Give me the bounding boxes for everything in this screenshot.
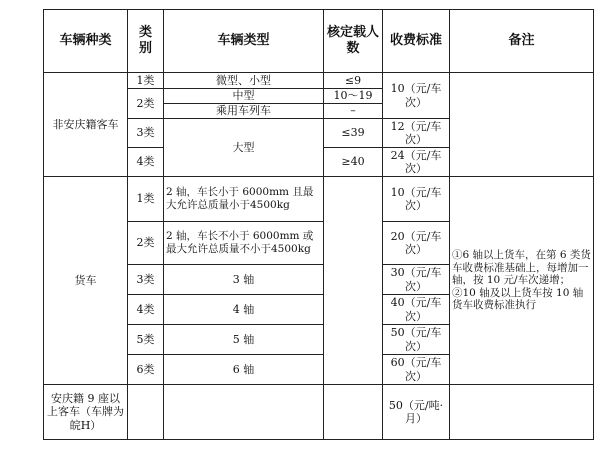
seats-cell: [324, 385, 383, 440]
fee-cell: 24（元/车次）: [383, 148, 450, 177]
truck-seats-cell: [324, 177, 383, 385]
vehicle-type-cell: [164, 385, 324, 440]
category-cell: [128, 385, 164, 440]
fee-cell: 12（元/车次）: [383, 119, 450, 148]
category-cell: 4类: [128, 295, 164, 325]
vehicle-type-cell: 2 轴，车长不小于 6000mm 或最大允许总质量不小于4500kg: [164, 222, 324, 265]
truck-remark-cell: ①6 轴以上货车，在第 6 类货车收费标准基础上，每增加一轴，按 10 元/车次递增； ②10 轴及以上货车按 10 轴货车收费标准执行: [450, 177, 594, 385]
category-cell: 1类: [128, 177, 164, 222]
category-cell: 5类: [128, 325, 164, 355]
header-vehicle-type: 车辆类型: [164, 10, 324, 73]
fee-cell: 40（元/车次）: [383, 295, 450, 325]
fee-cell: 50（元/车次）: [383, 325, 450, 355]
seats-cell: –: [324, 104, 383, 119]
category-cell: 1类: [128, 73, 164, 89]
vehicle-type-cell: 4 轴: [164, 295, 324, 325]
truck-kind-cell: 货车: [44, 177, 128, 385]
header-vehicle-kind: 车辆种类: [44, 10, 128, 73]
fee-cell: 20（元/车次）: [383, 222, 450, 265]
category-cell: 6类: [128, 355, 164, 385]
table-row: [44, 177, 594, 222]
category-cell: 3类: [128, 119, 164, 148]
table-row: [44, 73, 594, 89]
vehicle-type-cell: 3 轴: [164, 265, 324, 295]
fee-cell: 10（元/车次）: [383, 73, 450, 119]
seats-cell: ≤9: [324, 73, 383, 89]
header-remark: 备注: [450, 10, 594, 73]
seats-cell: ≥40: [324, 148, 383, 177]
local-kind-cell: 安庆籍 9 座以上客车（车牌为皖H）: [44, 385, 128, 440]
header-fee-standard: 收费标准: [383, 10, 450, 73]
passenger-remark-cell: [450, 73, 594, 177]
vehicle-type-cell: 大型: [164, 119, 324, 177]
seats-cell: 10～19: [324, 89, 383, 104]
vehicle-type-cell: 2 轴，车长小于 6000mm 且最大允许总质量小于4500kg: [164, 177, 324, 222]
category-cell: 4类: [128, 148, 164, 177]
vehicle-type-cell: 6 轴: [164, 355, 324, 385]
seats-cell: ≤39: [324, 119, 383, 148]
header-seat-capacity: 核定载人数: [324, 10, 383, 73]
vehicle-type-cell: 微型、小型: [164, 73, 324, 89]
remark-cell: [450, 385, 594, 440]
vehicle-type-cell: 乘用车列车: [164, 104, 324, 119]
passenger-kind-cell: 非安庆籍客车: [44, 73, 128, 177]
fee-cell: 50（元/吨·月）: [383, 385, 450, 440]
header-row: [44, 10, 594, 73]
vehicle-type-cell: 5 轴: [164, 325, 324, 355]
vehicle-type-cell: 中型: [164, 89, 324, 104]
header-category: 类别: [128, 10, 164, 73]
fee-cell: 10（元/车次）: [383, 177, 450, 222]
fee-cell: 30（元/车次）: [383, 265, 450, 295]
category-cell: 2类: [128, 222, 164, 265]
table-row: [44, 385, 594, 440]
category-cell: 3类: [128, 265, 164, 295]
toll-fee-table: [43, 9, 594, 440]
fee-cell: 60（元/车次）: [383, 355, 450, 385]
category-cell: 2类: [128, 89, 164, 119]
